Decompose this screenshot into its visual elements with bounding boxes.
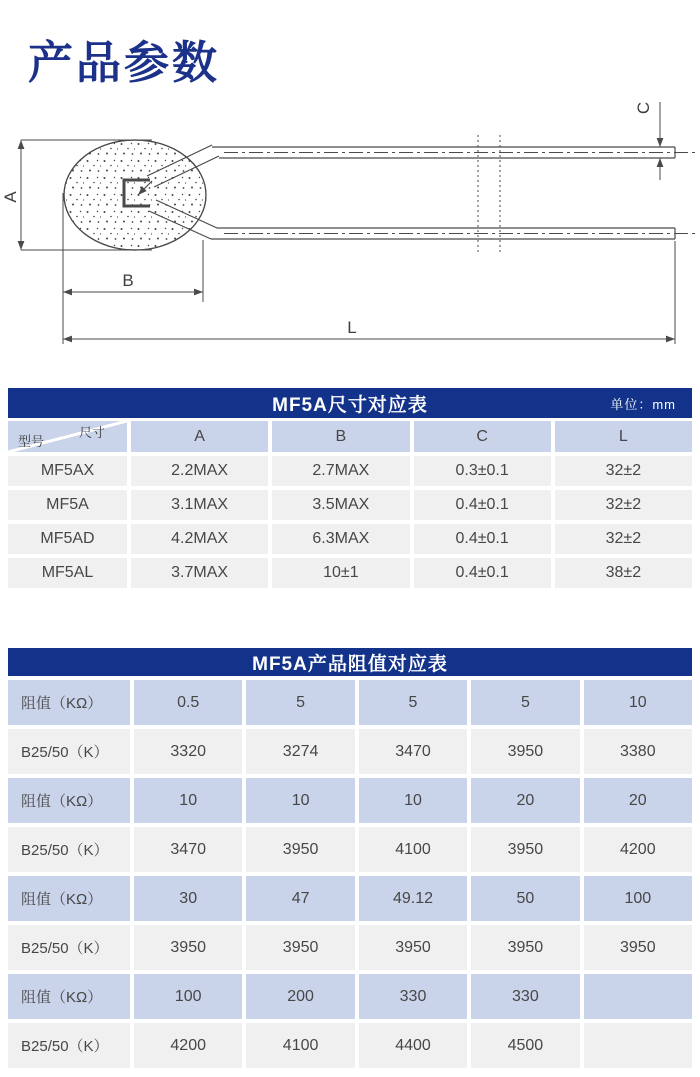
- table-row: [8, 558, 692, 588]
- resistance-table-title: MF5A产品阻值对应表: [252, 653, 448, 675]
- value-cell: 10: [134, 778, 242, 823]
- value-cell: 4100: [359, 827, 467, 872]
- value-cell: 30: [134, 876, 242, 921]
- value-cell: 100: [134, 974, 242, 1019]
- row-label: B25/50（K）: [8, 827, 130, 872]
- table-row: [8, 1023, 692, 1068]
- value-cell: 3950: [246, 925, 354, 970]
- dimension-table-title: MF5A尺寸对应表: [272, 394, 428, 416]
- model-cell: MF5AL: [8, 558, 127, 588]
- row-label: 阻值（KΩ）: [8, 778, 130, 823]
- row-label: B25/50（K）: [8, 1023, 130, 1068]
- row-label: 阻值（KΩ）: [8, 876, 130, 921]
- value-cell: 0.3±0.1: [414, 456, 551, 486]
- column-header-c: C: [414, 421, 551, 452]
- value-cell: [584, 974, 692, 1019]
- value-cell: 3950: [471, 925, 579, 970]
- value-cell: 0.5: [134, 680, 242, 725]
- value-cell: 10: [584, 680, 692, 725]
- value-cell: 49.12: [359, 876, 467, 921]
- page-title: 产品参数: [28, 37, 221, 89]
- value-cell: 3950: [134, 925, 242, 970]
- row-label: 阻值（KΩ）: [8, 680, 130, 725]
- value-cell: [584, 1023, 692, 1068]
- dim-label-l: L: [347, 318, 357, 337]
- value-cell: 100: [584, 876, 692, 921]
- value-cell: 3380: [584, 729, 692, 774]
- value-cell: 4100: [246, 1023, 354, 1068]
- value-cell: 4500: [471, 1023, 579, 1068]
- value-cell: 32±2: [555, 490, 692, 520]
- resistance-table-header: [8, 648, 692, 676]
- table-row: [8, 524, 692, 554]
- dim-label-a: A: [1, 191, 20, 203]
- value-cell: 3470: [359, 729, 467, 774]
- value-cell: 3.5MAX: [272, 490, 409, 520]
- dimension-table-unit: 单位：mm: [610, 396, 676, 412]
- value-cell: 4200: [584, 827, 692, 872]
- value-cell: 2.7MAX: [272, 456, 409, 486]
- column-header-a: A: [131, 421, 268, 452]
- table-row: [8, 680, 692, 725]
- value-cell: 330: [471, 974, 579, 1019]
- table-row: [8, 456, 692, 486]
- dim-label-c: C: [634, 101, 653, 115]
- value-cell: 38±2: [555, 558, 692, 588]
- corner-label-size: 尺寸: [78, 425, 105, 440]
- value-cell: 5: [246, 680, 354, 725]
- table-row: [8, 876, 692, 921]
- value-cell: 0.4±0.1: [414, 524, 551, 554]
- value-cell: 3950: [471, 827, 579, 872]
- dimension-table-column-header-row: [8, 421, 692, 452]
- dimension-table: [8, 388, 692, 588]
- column-header-l: L: [555, 421, 692, 452]
- value-cell: 3470: [134, 827, 242, 872]
- value-cell: 330: [359, 974, 467, 1019]
- row-label: 阻值（KΩ）: [8, 974, 130, 1019]
- resistance-table: [8, 648, 692, 1068]
- dimension-table-header: [8, 388, 692, 418]
- row-label: B25/50（K）: [8, 925, 130, 970]
- value-cell: 32±2: [555, 456, 692, 486]
- value-cell: 4400: [359, 1023, 467, 1068]
- model-cell: MF5A: [8, 490, 127, 520]
- value-cell: 3320: [134, 729, 242, 774]
- thermistor-dimension-drawing: [0, 90, 700, 368]
- value-cell: 2.2MAX: [131, 456, 268, 486]
- table-row: [8, 778, 692, 823]
- value-cell: 0.4±0.1: [414, 490, 551, 520]
- value-cell: 47: [246, 876, 354, 921]
- dim-label-b: B: [122, 271, 134, 290]
- value-cell: 3.7MAX: [131, 558, 268, 588]
- value-cell: 5: [359, 680, 467, 725]
- bead-body: [64, 140, 219, 250]
- lead-wires: [211, 135, 697, 252]
- value-cell: 3950: [584, 925, 692, 970]
- table-row: [8, 827, 692, 872]
- value-cell: 0.4±0.1: [414, 558, 551, 588]
- value-cell: 20: [584, 778, 692, 823]
- value-cell: 10: [246, 778, 354, 823]
- value-cell: 32±2: [555, 524, 692, 554]
- value-cell: 10±1: [272, 558, 409, 588]
- value-cell: 3274: [246, 729, 354, 774]
- table-row: [8, 974, 692, 1019]
- value-cell: 10: [359, 778, 467, 823]
- table-row: [8, 729, 692, 774]
- value-cell: 50: [471, 876, 579, 921]
- value-cell: 4.2MAX: [131, 524, 268, 554]
- value-cell: 200: [246, 974, 354, 1019]
- corner-cell: [8, 421, 127, 452]
- value-cell: 5: [471, 680, 579, 725]
- value-cell: 3950: [359, 925, 467, 970]
- value-cell: 4200: [134, 1023, 242, 1068]
- table-row: [8, 925, 692, 970]
- table-row: [8, 490, 692, 520]
- value-cell: 3950: [246, 827, 354, 872]
- model-cell: MF5AD: [8, 524, 127, 554]
- model-cell: MF5AX: [8, 456, 127, 486]
- value-cell: 3.1MAX: [131, 490, 268, 520]
- column-header-b: B: [272, 421, 409, 452]
- row-label: B25/50（K）: [8, 729, 130, 774]
- corner-label-model: 型号: [18, 434, 45, 449]
- value-cell: 3950: [471, 729, 579, 774]
- value-cell: 20: [471, 778, 579, 823]
- value-cell: 6.3MAX: [272, 524, 409, 554]
